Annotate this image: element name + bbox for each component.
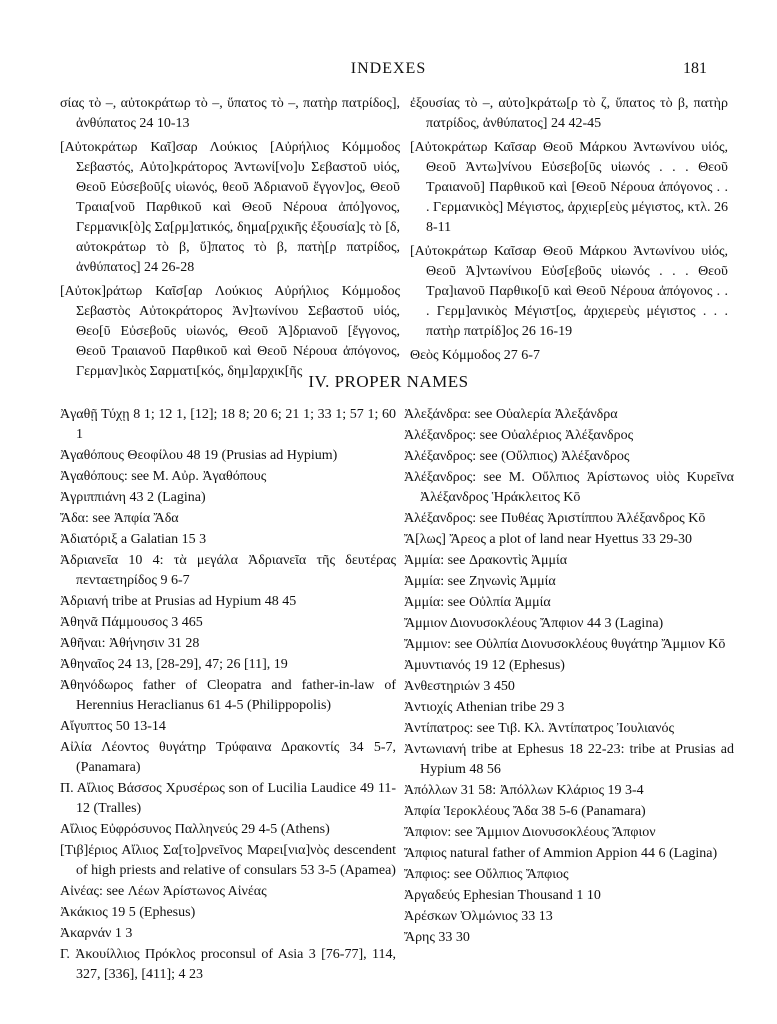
index-entry: Ἀλέξανδρος: see Μ. Οὔλπιος Ἀρίστωνος υἱὸς Κυρεῖνα Ἀλέξανδρος Ἡράκλειτος Κō [404,470,734,505]
page-number: 181 [683,60,707,77]
index-entry: Ἀγριππιάνη 43 2 (Lagina) [60,490,206,505]
index-entry: Ἀμυντιανός 19 12 (Ephesus) [404,658,565,673]
index-entry: Π. Αἴλιος Βάσσος Χρυσέρως son of Lucilia Laudice 49 11-12 (Tralles) [60,781,396,816]
index-entry: Ἀκάκιος 19 5 (Ephesus) [60,905,196,920]
index-entry: Ἀργαδεύς Ephesian Thousand 1 10 [404,888,601,903]
running-head [0,60,777,82]
index-entry: Ἄπφιος natural father of Ammion Appion 44 6 (Lagina) [404,846,718,861]
index-entry: Ἀρέσκων Ὀλμώνιος 33 13 [404,909,553,924]
index-entry: Ἀθηναῖος 24 13, [28-29], 47; 26 [11], 19 [60,657,288,672]
index-entry: Γ. Ἀκουίλλιος Πρόκλος proconsul of Asia 3 [76-77], 114, 327, [336], [411]; 4 23 [60,947,396,982]
top-right-column [410,94,728,370]
index-entry: Ἀνθεστηριών 3 450 [404,679,515,694]
index-entry: Ἀντωνιανή tribe at Ephesus 18 22-23: tribe at Prusias ad Hypium 48 56 [404,742,734,777]
index-entry: Ἀλέξανδρος: see Οὐαλέριος Ἀλέξανδρος [404,428,634,443]
index-entry: [Αὐτοκράτωρ Καῖσαρ Θεοῦ Μάρκου Ἀντωνίνου υἱός, Θεοῦ Ἀ]ντωνίνου Εὐσ[εβοῦς υἱωνός . . . Θεοῦ Τρα]ιανοῦ Παρθικο[ῦ καὶ Θεοῦ Νέρουα ἀπόγονος . . . Γερμ]ανικὸς Μέγιστ[ος, ἀρχιερεὺς μέγιστος . . . πατὴρ πατρίδ]ος 26 16-19 [410,244,728,339]
index-entry: Θεὸς Κόμμοδος 27 6-7 [410,348,540,363]
index-entry: Ἀμμία: see Ζηνωνὶς Ἀμμία [404,574,556,589]
index-entry: [Αὐτοκράτωρ Καῖσαρ Θεοῦ Μάρκου Ἀντωνίνου υἱός, Θεοῦ Ἀντω]νίνου Εὐσεβο[ῦς υἱωνός . . . Θεοῦ Τραιανοῦ] Παρθικοῦ καὶ [Θεοῦ Νέρουα ἀπόγονος . . . Γερμανικὸς] Μέγιστος, ἀρχιερ[εὺς μέγιστος, κτλ. 26 8-11 [410,140,728,235]
index-entry: Αἴλιος Εὐφρόσυνος Παλληνεύς 29 4-5 (Athens) [60,822,330,837]
index-entry: Αἰνέας: see Λέων Ἀρίστωνος Αἰνέας [60,884,267,899]
index-entry: Ἀλέξανδρος: see (Οὔλπιος) Ἀλέξανδρος [404,449,630,464]
index-entry: Αἴγυπτος 50 13-14 [60,719,166,734]
index-entry: Ἄπφιος: see Οὔλπιος Ἄπφιος [404,867,569,882]
index-entry: Ἀλεξάνδρα: see Οὐαλερία Ἀλεξάνδρα [404,407,618,422]
top-left-column [60,94,400,386]
index-entry: Ἀθηνᾶ Πάμμουσος 3 465 [60,615,203,630]
index-entry: Ἀπφία Ἱεροκλέους Ἄδα 38 5-6 (Panamara) [404,804,646,819]
index-entry: Ἀπόλλων 31 58: Ἀπόλλων Κλάριος 19 3-4 [404,783,644,798]
index-entry: Ἄ[λως] Ἄρεος a plot of land near Hyettus 33 29-30 [404,532,692,547]
proper-names-left-column [60,405,396,986]
section-heading: IV. PROPER NAMES [308,372,469,391]
index-entry: Αἰλία Λέοντος θυγάτηρ Τρύφαινα Δρακοντίς 34 5-7, (Panamara) [60,740,396,775]
index-entry: Ἀμμία: see Οὐλπία Ἀμμία [404,595,551,610]
index-entry: Ἀθῆναι: Ἀθήνησιν 31 28 [60,636,200,651]
index-entry: Ἄδα: see Ἀπφία Ἄδα [60,511,179,526]
index-entry: Ἀθηνόδωρος father of Cleopatra and father-in-law of Herennius Heraclianus 61 4-5 (Philippopolis) [60,678,396,713]
index-entry: Ἀμμία: see Δρακοντὶς Ἀμμία [404,553,568,568]
index-entry: [Τιβ]έριος Αἴλιος Σα[το]ρνεῖνος Μαρει[νια]νὸς descendent of high priests and relative of consulars 53 3-5 (Apamea) [60,843,396,878]
index-entry: Ἀγαθῇ Τύχῃ 8 1; 12 1, [12]; 18 8; 20 6; 21 1; 33 1; 57 1; 60 1 [60,407,396,442]
index-entry: Ἀντιοχίς Athenian tribe 29 3 [404,700,565,715]
index-entry: σίας τὸ –, αὐτοκράτωρ τὸ –, ὕπατος τὸ –, πατὴρ πατρίδος], ἀνθύπατος 24 10-13 [60,96,400,131]
index-entry: Ἀδριανή tribe at Prusias ad Hypium 48 45 [60,594,297,609]
index-entry: Ἄπφιον: see Ἄμμιον Διονυσοκλέους Ἄπφιον [404,825,656,840]
index-entry: Ἀντίπατρος: see Τιβ. Κλ. Ἀντίπατρος Ἰουλιανός [404,721,675,736]
index-entry: Ἄμμιον Διονυσοκλέους Ἄπφιον 44 3 (Lagina) [404,616,664,631]
index-entry: Ἀκαρνάν 1 3 [60,926,133,941]
index-entry: Ἀλέξανδρος: see Πυθέας Ἀριστίππου Ἀλέξανδρος Κō [404,511,706,526]
index-entry: [Αὐτοκ]ράτωρ Καῖσ[αρ Λούκιος Αὐρήλιος Κόμμοδος Σεβαστὸς Αὐτοκράτορος Ἀν]τωνίνου Σεβαστοῦ υἱός, Θεο[ῦ Εὐσεβοῦς υἱωνός, Θεοῦ Ἁ]δριανοῦ [ἔγγονος, Θεοῦ Τραιανοῦ Παρθικοῦ καὶ Θεοῦ Νέρουα ἀπόγονος, Γερμαν]ικὸς Σαρματι[κός, δημ]αρχικ[ῆς [60,284,400,379]
index-entry: Ἄμμιον: see Οὐλπία Διονυσοκλέους θυγάτηρ Ἄμμιον Κō [404,637,726,652]
index-entry: Ἀδιατόριξ a Galatian 15 3 [60,532,207,547]
index-entry: ἐξουσίας τὸ –, αὐτο]κράτω[ρ τὸ ζ, ὕπατος τὸ β, πατὴρ πατρίδος, ἀνθύπατος] 24 42-45 [410,96,728,131]
index-entry: Ἀγαθόπους Θεοφίλου 48 19 (Prusias ad Hypium) [60,448,338,463]
index-entry: Ἀδριανεῖα 10 4: τὰ μεγάλα Ἀδριανεῖα τῆς δευτέρας πενταετηρίδος 9 6-7 [60,553,396,588]
running-title: INDEXES [350,60,427,77]
index-entry: [Αὐτοκράτωρ Καῖ]σαρ Λούκιος [Αὐρήλιος Κόμμοδος Σεβαστός, Αὐτο]κράτορος Ἀντωνί[νο]υ Σεβαστοῦ υἱός, Θεοῦ Εὐσεβοῦ[ς υἱωνός, θεοῦ Ἁδριανοῦ ἔγγον]ος, Θεοῦ Τραια[νοῦ Παρθικοῦ καὶ Θεοῦ Νέρουα ἀπό]γονος, Γερμανικ[ὸ]ς Σα[ρμ]ατικός, δημα[ρχικῆς ἐξουσία]ς τὸ [δ, αὐτοκράτωρ τὸ β, ὕ]πατος τὸ β, πατὴ[ρ πατρίδος, ἀνθύπατος] 24 26-28 [60,140,400,275]
proper-names-right-column [404,405,734,949]
index-entry: Ἄρης 33 30 [404,930,470,945]
index-entry: Ἀγαθόπους: see Μ. Αὐρ. Ἀγαθόπους [60,469,267,484]
